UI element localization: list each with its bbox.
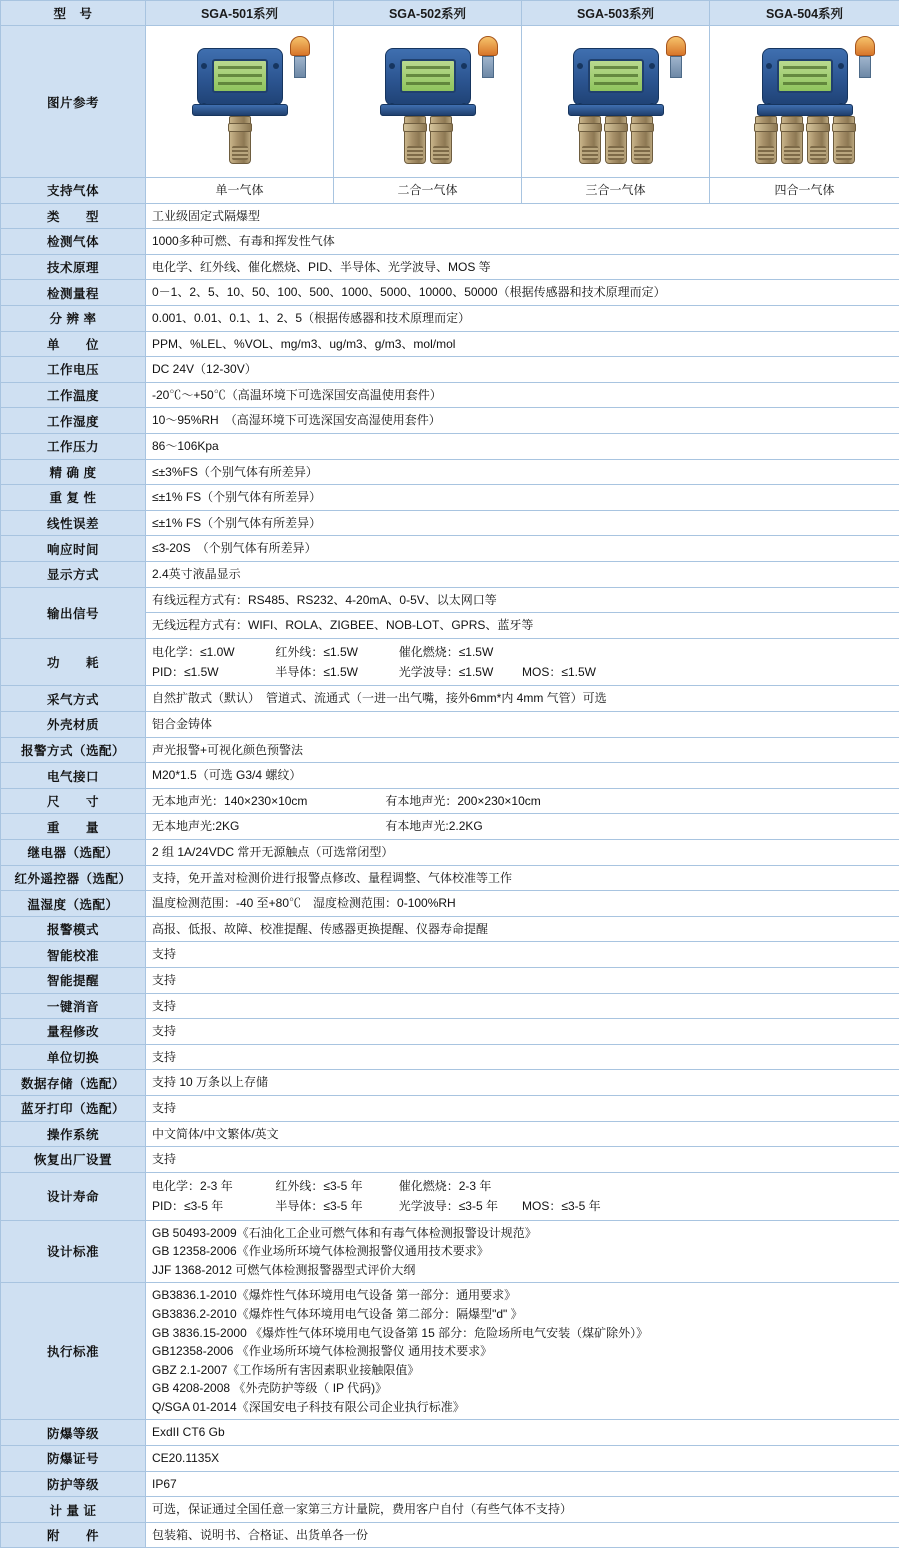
alarm-lamp-icon [855, 36, 875, 76]
row-label-range-modify: 量程修改 [1, 1019, 146, 1045]
table-row-size [1, 788, 899, 814]
table-row-ip-rating [1, 1471, 899, 1497]
power-item-name: MOS： [522, 665, 561, 679]
power-item-name: 电化学： [152, 645, 200, 659]
row-label-ex-certificate: 防爆证号 [1, 1446, 146, 1472]
row-value-design-standard [146, 1220, 899, 1283]
lifetime-item-value: ≤3-5 年 [459, 1199, 498, 1213]
model-name-1: SGA-501系列 [146, 1, 334, 26]
output-signal-wired: 有线远程方式有：RS485、RS232、4-20mA、0-5V、以太网口等 [146, 587, 899, 613]
gas-support-value-4: 四合一气体 [710, 178, 899, 204]
table-row-repeatability [1, 485, 899, 511]
row-label-type: 类 型 [1, 203, 146, 229]
row-value-bluetooth-print: 支持 [146, 1095, 899, 1121]
table-row-technology [1, 254, 899, 280]
row-label-alarm-mode-option: 报警方式（选配） [1, 737, 146, 763]
sensor-probe-group-3 [579, 116, 653, 164]
row-value-smart-reminder: 支持 [146, 968, 899, 994]
alarm-lamp-icon [290, 36, 310, 76]
row-value-exec-standard [146, 1283, 899, 1420]
row-label-bluetooth-print: 蓝牙打印（选配） [1, 1095, 146, 1121]
row-label-power: 功 耗 [1, 638, 146, 686]
gas-support-value-2: 二合一气体 [334, 178, 522, 204]
power-item-value: ≤1.0W [200, 645, 235, 659]
table-row-display [1, 561, 899, 587]
weight-item-name: 无本地声光: [152, 819, 215, 833]
row-label-smart-reminder: 智能提醒 [1, 968, 146, 994]
table-row-accuracy [1, 459, 899, 485]
row-label-unit: 单 位 [1, 331, 146, 357]
exec-standard-item: Q/SGA 01-2014《深国安电子科技有限公司企业执行标准》 [152, 1398, 893, 1417]
table-row-range [1, 280, 899, 306]
sensor-probe-group-2 [404, 116, 452, 164]
power-item-value: ≤1.5W [459, 645, 494, 659]
detector-housing-icon [573, 48, 659, 106]
lifetime-item-name: 催化燃烧： [399, 1179, 459, 1193]
weight-item-value: 2.2KG [449, 819, 483, 833]
row-value-temp-humidity-option: 温度检测范围：-40 至+80℃ 湿度检测范围：0-100%RH [146, 891, 899, 917]
row-label-smart-calibration: 智能校准 [1, 942, 146, 968]
detector-mount-icon [192, 104, 288, 116]
row-label-pressure: 工作压力 [1, 433, 146, 459]
row-label-accuracy: 精 确 度 [1, 459, 146, 485]
model-name-2: SGA-502系列 [334, 1, 522, 26]
row-value-display: 2.4英寸液晶显示 [146, 561, 899, 587]
row-label-metrology-certificate: 计 量 证 [1, 1497, 146, 1523]
row-value-alarm-mode-option: 声光报警+可视化颜色预警法 [146, 737, 899, 763]
row-label-ir-remote: 红外遥控器（选配） [1, 865, 146, 891]
exec-standard-item: GB3836.2-2010《爆炸性气体环境用电气设备 第二部分：隔爆型"d" 》 [152, 1305, 893, 1324]
detector-mount-icon [380, 104, 476, 116]
row-label-image-reference: 图片参考 [1, 26, 146, 178]
row-value-ir-remote: 支持，免开盖对检测价进行报警点修改、量程调整、气体校准等工作 [146, 865, 899, 891]
row-label-ex-rating: 防爆等级 [1, 1420, 146, 1446]
table-row-unit-switch [1, 1044, 899, 1070]
model-name-3: SGA-503系列 [522, 1, 710, 26]
alarm-lamp-icon [478, 36, 498, 76]
weight-item-value: 2KG [215, 819, 239, 833]
row-label-size: 尺 寸 [1, 788, 146, 814]
row-label-repeatability: 重 复 性 [1, 485, 146, 511]
design-standard-item: GB 12358-2006《作业场所环境气体检测报警仪通用技术要求》 [152, 1242, 893, 1261]
row-value-detect-gas: 1000多种可燃、有毒和挥发性气体 [146, 229, 899, 255]
row-value-ex-rating: ExdII CT6 Gb [146, 1420, 899, 1446]
sensor-probe-group-1 [229, 116, 251, 164]
lifetime-item-value: ≤3-5 年 [323, 1199, 362, 1213]
row-value-pressure: 86～106Kpa [146, 433, 899, 459]
detector-housing-icon [762, 48, 848, 106]
exec-standard-item: GBZ 2.1-2007《工作场所有害因素职业接触限值》 [152, 1361, 893, 1380]
table-row-weight [1, 814, 899, 840]
size-item-name: 有本地声光： [385, 794, 457, 808]
lifetime-item-value: ≤3-5 年 [323, 1179, 362, 1193]
power-item-value: ≤1.5W [184, 665, 219, 679]
row-value-alarm-modes: 高报、低报、故障、校准提醒、传感器更换提醒、仪器寿命提醒 [146, 916, 899, 942]
gas-support-value-1: 单一气体 [146, 178, 334, 204]
lifetime-item-name: 红外线： [275, 1179, 323, 1193]
table-row-smart-reminder [1, 968, 899, 994]
power-item-name: 红外线： [275, 645, 323, 659]
exec-standard-item: GB 3836.15-2000 《爆炸性气体环境用电气设备第 15 部分：危险场所电气安装（煤矿除外）》 [152, 1324, 893, 1343]
table-row-linearity [1, 510, 899, 536]
table-row-gas-support [1, 178, 899, 204]
row-value-response-time: ≤3-20S （个别气体有所差异） [146, 536, 899, 562]
table-row-humidity [1, 408, 899, 434]
lifetime-item-name: 半导体： [275, 1199, 323, 1213]
table-row-unit [1, 331, 899, 357]
power-line-2 [152, 662, 893, 682]
row-value-accessories: 包装箱、说明书、合格证、出货单各一份 [146, 1522, 899, 1548]
detector-housing-icon [197, 48, 283, 106]
row-value-type: 工业级固定式隔爆型 [146, 203, 899, 229]
size-item-value: 200×230×10cm [457, 794, 540, 808]
sensor-probe-icon [631, 116, 653, 164]
product-image-2 [334, 26, 522, 178]
lifetime-item-name: PID： [152, 1199, 184, 1213]
power-item-value: ≤1.5W [561, 665, 596, 679]
power-item-value: ≤1.5W [323, 645, 358, 659]
design-standard-item: GB 50493-2009《石油化工企业可燃气体和有毒气体检测报警设计规范》 [152, 1224, 893, 1243]
row-value-smart-calibration: 支持 [146, 942, 899, 968]
output-signal-wireless: 无线远程方式有：WIFI、ROLA、ZIGBEE、NOB-LOT、GPRS、蓝牙等 [146, 613, 899, 639]
row-label-one-key-mute: 一键消音 [1, 993, 146, 1019]
row-value-data-storage: 支持 10 万条以上存储 [146, 1070, 899, 1096]
table-row-one-key-mute [1, 993, 899, 1019]
design-standard-item: JJF 1368-2012 可燃气体检测报警器型式评价大纲 [152, 1261, 893, 1280]
row-value-voltage: DC 24V（12-30V） [146, 357, 899, 383]
table-row-model-header [1, 1, 899, 26]
table-row-smart-calibration [1, 942, 899, 968]
row-value-weight [146, 814, 899, 840]
row-label-gas-support: 支持气体 [1, 178, 146, 204]
table-row-temp-humidity-option [1, 891, 899, 917]
detector-housing-icon [385, 48, 471, 106]
row-value-metrology-certificate: 可选，保证通过全国任意一家第三方计量院，费用客户自付（有些气体不支持） [146, 1497, 899, 1523]
size-item-value: 140×230×10cm [224, 794, 307, 808]
sensor-probe-icon [833, 116, 855, 164]
model-name-4: SGA-504系列 [710, 1, 899, 26]
table-row-temperature [1, 382, 899, 408]
sensor-probe-icon [605, 116, 627, 164]
row-value-unit-switch: 支持 [146, 1044, 899, 1070]
table-row-images [1, 26, 899, 178]
product-image-4 [710, 26, 899, 178]
table-row-voltage [1, 357, 899, 383]
table-row-detect-gas [1, 229, 899, 255]
detector-mount-icon [568, 104, 664, 116]
weight-item-name: 有本地声光: [385, 819, 448, 833]
product-image-1 [146, 26, 334, 178]
row-label-range: 检测量程 [1, 280, 146, 306]
exec-standard-item: GB12358-2006 《作业场所环境气体检测报警仪 通用技术要求》 [152, 1342, 893, 1361]
table-row-output-signal-wired [1, 587, 899, 613]
table-row-bluetooth-print [1, 1095, 899, 1121]
row-value-resolution: 0.001、0.01、0.1、1、2、5（根据传感器和技术原理而定） [146, 305, 899, 331]
size-item-name: 无本地声光： [152, 794, 224, 808]
row-label-data-storage: 数据存储（选配） [1, 1070, 146, 1096]
sensor-probe-icon [807, 116, 829, 164]
table-row-relay [1, 840, 899, 866]
table-row-ir-remote [1, 865, 899, 891]
table-row-shell-material [1, 712, 899, 738]
row-label-resolution: 分 辨 率 [1, 305, 146, 331]
power-item-name: PID： [152, 665, 184, 679]
gas-support-value-3: 三合一气体 [522, 178, 710, 204]
row-label-detect-gas: 检测气体 [1, 229, 146, 255]
table-row-metrology-certificate [1, 1497, 899, 1523]
row-value-range-modify: 支持 [146, 1019, 899, 1045]
row-label-relay: 继电器（选配） [1, 840, 146, 866]
lifetime-item-name: MOS： [522, 1199, 561, 1213]
row-value-electrical-interface: M20*1.5（可选 G3/4 螺纹） [146, 763, 899, 789]
lifetime-item-name: 电化学： [152, 1179, 200, 1193]
row-label-temperature: 工作温度 [1, 382, 146, 408]
table-row-design-standard [1, 1220, 899, 1283]
lifetime-item-value: 2-3 年 [200, 1179, 233, 1193]
lifetime-line-1 [152, 1176, 893, 1196]
table-row-sampling [1, 686, 899, 712]
row-value-humidity: 10～95%RH （高湿环境下可选深国安高湿使用套件） [146, 408, 899, 434]
row-label-exec-standard: 执行标准 [1, 1283, 146, 1420]
row-value-unit: PPM、%LEL、%VOL、mg/m3、ug/m3、g/m3、mol/mol [146, 331, 899, 357]
row-value-factory-reset: 支持 [146, 1147, 899, 1173]
row-label-response-time: 响应时间 [1, 536, 146, 562]
table-row-os [1, 1121, 899, 1147]
row-label-unit-switch: 单位切换 [1, 1044, 146, 1070]
row-label-voltage: 工作电压 [1, 357, 146, 383]
power-item-value: ≤1.5W [459, 665, 494, 679]
lifetime-item-value: ≤3-5 年 [184, 1199, 223, 1213]
product-image-3 [522, 26, 710, 178]
table-row-alarm-modes [1, 916, 899, 942]
table-row-response-time [1, 536, 899, 562]
exec-standard-item: GB 4208-2008 《外壳防护等级（ IP 代码)》 [152, 1379, 893, 1398]
row-value-ip-rating: IP67 [146, 1471, 899, 1497]
row-value-one-key-mute: 支持 [146, 993, 899, 1019]
sensor-probe-icon [404, 116, 426, 164]
row-label-ip-rating: 防护等级 [1, 1471, 146, 1497]
row-value-repeatability: ≤±1% FS（个别气体有所差异） [146, 485, 899, 511]
sensor-probe-icon [781, 116, 803, 164]
power-item-value: ≤1.5W [323, 665, 358, 679]
detector-mount-icon [757, 104, 853, 116]
row-label-alarm-modes: 报警模式 [1, 916, 146, 942]
table-row-alarm-mode-option [1, 737, 899, 763]
sensor-probe-group-4 [755, 116, 855, 164]
sensor-probe-icon [229, 116, 251, 164]
row-label-shell-material: 外壳材质 [1, 712, 146, 738]
row-value-range: 0－1、2、5、10、50、100、500、1000、5000、10000、50000（根据传感器和技术原理而定） [146, 280, 899, 306]
row-label-linearity: 线性误差 [1, 510, 146, 536]
row-label-design-lifetime: 设计寿命 [1, 1172, 146, 1220]
row-label-accessories: 附 件 [1, 1522, 146, 1548]
table-row-electrical-interface [1, 763, 899, 789]
alarm-lamp-icon [666, 36, 686, 76]
power-item-name: 光学波导： [399, 665, 459, 679]
row-label-output-signal: 输出信号 [1, 587, 146, 638]
sensor-probe-icon [430, 116, 452, 164]
lifetime-item-value: ≤3-5 年 [561, 1199, 600, 1213]
row-value-linearity: ≤±1% FS（个别气体有所差异） [146, 510, 899, 536]
table-row-type [1, 203, 899, 229]
power-item-name: 半导体： [275, 665, 323, 679]
exec-standard-item: GB3836.1-2010《爆炸性气体环境用电气设备 第一部分：通用要求》 [152, 1286, 893, 1305]
power-line-1 [152, 642, 893, 662]
row-label-design-standard: 设计标准 [1, 1220, 146, 1283]
row-label-os: 操作系统 [1, 1121, 146, 1147]
row-label-weight: 重 量 [1, 814, 146, 840]
sensor-probe-icon [579, 116, 601, 164]
row-value-power [146, 638, 899, 686]
lifetime-item-value: 2-3 年 [459, 1179, 492, 1193]
table-row-accessories [1, 1522, 899, 1548]
lifetime-item-name: 光学波导： [399, 1199, 459, 1213]
table-row-factory-reset [1, 1147, 899, 1173]
table-row-range-modify [1, 1019, 899, 1045]
row-label-technology: 技术原理 [1, 254, 146, 280]
row-label-electrical-interface: 电气接口 [1, 763, 146, 789]
table-row-power [1, 638, 899, 686]
table-row-ex-certificate [1, 1446, 899, 1472]
row-value-os: 中文简体/中文繁体/英文 [146, 1121, 899, 1147]
row-value-shell-material: 铝合金铸体 [146, 712, 899, 738]
sensor-probe-icon [755, 116, 777, 164]
row-value-design-lifetime [146, 1172, 899, 1220]
table-row-ex-rating [1, 1420, 899, 1446]
row-label-humidity: 工作湿度 [1, 408, 146, 434]
table-row-design-lifetime [1, 1172, 899, 1220]
row-label-temp-humidity-option: 温湿度（选配） [1, 891, 146, 917]
lifetime-line-2 [152, 1196, 893, 1216]
row-value-relay: 2 组 1A/24VDC 常开无源触点（可选常闭型） [146, 840, 899, 866]
row-value-sampling: 自然扩散式（默认） 管道式、流通式（一进一出气嘴，接外6mm*内 4mm 气管）可选 [146, 686, 899, 712]
row-label-model: 型 号 [1, 1, 146, 26]
table-row-pressure [1, 433, 899, 459]
row-value-accuracy: ≤±3%FS（个别气体有所差异） [146, 459, 899, 485]
row-label-display: 显示方式 [1, 561, 146, 587]
table-row-resolution [1, 305, 899, 331]
table-row-data-storage [1, 1070, 899, 1096]
power-item-name: 催化燃烧： [399, 645, 459, 659]
row-value-technology: 电化学、红外线、催化燃烧、PID、半导体、光学波导、MOS 等 [146, 254, 899, 280]
row-label-sampling: 采气方式 [1, 686, 146, 712]
row-label-factory-reset: 恢复出厂设置 [1, 1147, 146, 1173]
row-value-temperature: -20℃～+50℃（高温环境下可选深国安高温使用套件） [146, 382, 899, 408]
row-value-size [146, 788, 899, 814]
table-row-exec-standard [1, 1283, 899, 1420]
row-value-ex-certificate: CE20.1135X [146, 1446, 899, 1472]
